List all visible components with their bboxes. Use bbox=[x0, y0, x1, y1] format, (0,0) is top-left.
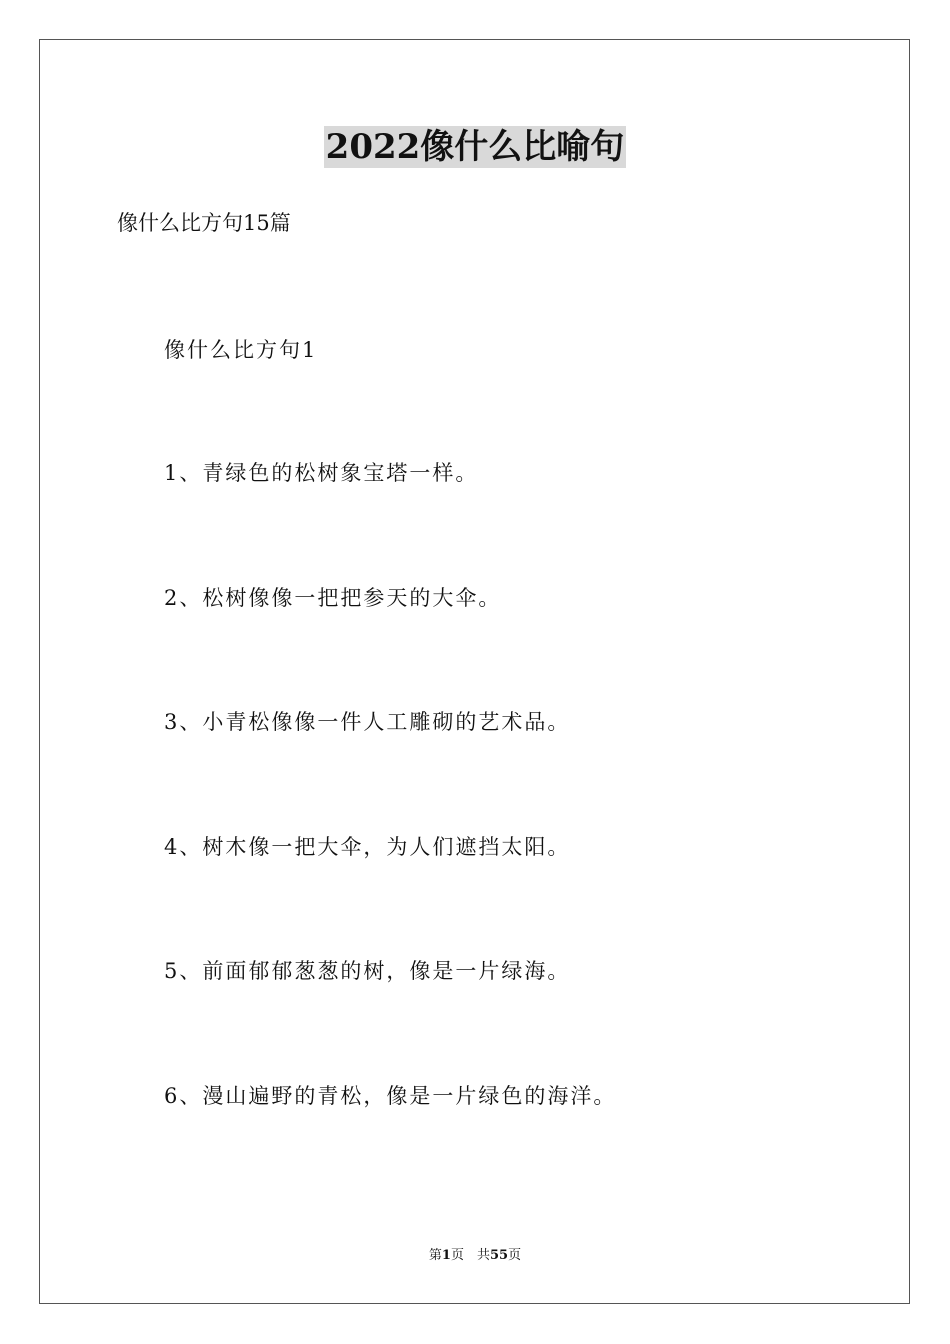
section-heading: 像什么比方句1 bbox=[164, 338, 318, 362]
list-item: 4、树木像一把大伞，为人们遮挡太阳。 bbox=[164, 835, 571, 859]
footer-page-mid: 页 共 bbox=[450, 1248, 490, 1263]
list-item: 2、松树像像一把把参天的大伞。 bbox=[164, 586, 502, 610]
list-item: 1、青绿色的松树象宝塔一样。 bbox=[164, 461, 479, 485]
document-title: 2022像什么比喻句 bbox=[325, 127, 625, 167]
list-item: 6、漫山遍野的青松，像是一片绿色的海洋。 bbox=[164, 1084, 617, 1108]
footer-page-total: 55 bbox=[489, 1248, 509, 1263]
document-subtitle: 像什么比方句15篇 bbox=[117, 211, 291, 235]
footer-page-prefix: 第 bbox=[428, 1248, 442, 1263]
page-footer bbox=[0, 1246, 950, 1266]
footer-page-current: 1 bbox=[441, 1248, 451, 1263]
document-title-wrap bbox=[0, 126, 950, 168]
footer-page-suffix: 页 bbox=[508, 1248, 522, 1263]
list-item: 5、前面郁郁葱葱的树，像是一片绿海。 bbox=[164, 959, 571, 983]
list-item: 3、小青松像像一件人工雕砌的艺术品。 bbox=[164, 710, 571, 734]
